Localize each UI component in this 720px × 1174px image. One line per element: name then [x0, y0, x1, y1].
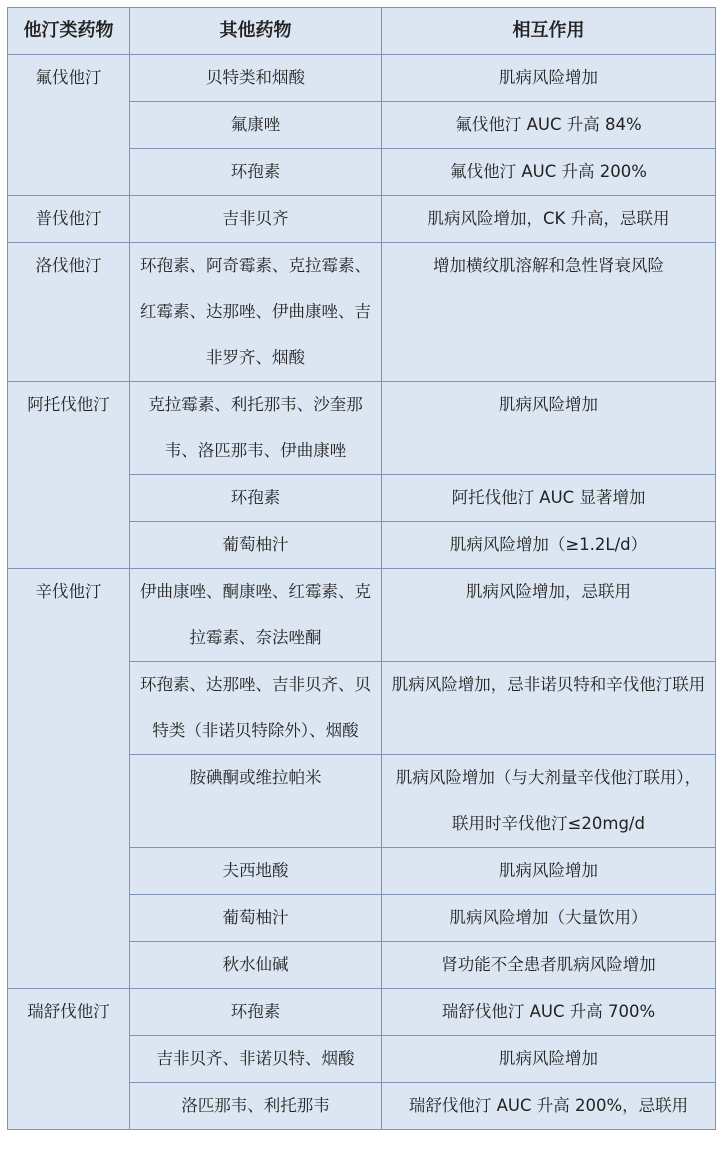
other-drug-cell: 葡萄柚汁	[130, 522, 382, 569]
interaction-cell: 肌病风险增加（与大剂量辛伐他汀联用），联用时辛伐他汀≤20mg/d	[382, 755, 716, 848]
interaction-cell: 瑞舒伐他汀 AUC 升高 700%	[382, 989, 716, 1036]
interaction-table-container	[7, 7, 716, 1130]
other-drug-cell: 环孢素	[130, 149, 382, 196]
other-drug-cell: 环孢素	[130, 989, 382, 1036]
statin-name: 瑞舒伐他汀	[8, 989, 130, 1130]
table-row	[8, 569, 716, 662]
interaction-cell: 阿托伐他汀 AUC 显著增加	[382, 475, 716, 522]
other-drug-cell: 克拉霉素、利托那韦、沙奎那韦、洛匹那韦、伊曲康唑	[130, 382, 382, 475]
other-drug-cell: 秋水仙碱	[130, 942, 382, 989]
statin-name: 普伐他汀	[8, 196, 130, 243]
other-drug-cell: 胺碘酮或维拉帕米	[130, 755, 382, 848]
other-drug-cell: 洛匹那韦、利托那韦	[130, 1083, 382, 1130]
interaction-cell: 肌病风险增加	[382, 848, 716, 895]
other-drug-cell: 葡萄柚汁	[130, 895, 382, 942]
header-row	[8, 8, 716, 55]
table-row	[8, 196, 716, 243]
statin-interaction-table	[7, 7, 716, 1130]
interaction-cell: 氟伐他汀 AUC 升高 200%	[382, 149, 716, 196]
other-drug-cell: 贝特类和烟酸	[130, 55, 382, 102]
other-drug-cell: 环孢素、达那唑、吉非贝齐、贝特类（非诺贝特除外）、烟酸	[130, 662, 382, 755]
interaction-cell: 氟伐他汀 AUC 升高 84%	[382, 102, 716, 149]
interaction-cell: 肌病风险增加，忌非诺贝特和辛伐他汀联用	[382, 662, 716, 755]
other-drug-cell: 氟康唑	[130, 102, 382, 149]
interaction-cell: 肌病风险增加（大量饮用）	[382, 895, 716, 942]
table-row	[8, 382, 716, 475]
table-row	[8, 989, 716, 1036]
header-statin: 他汀类药物	[8, 8, 130, 55]
statin-name: 辛伐他汀	[8, 569, 130, 989]
table-row	[8, 55, 716, 102]
other-drug-cell: 环孢素、阿奇霉素、克拉霉素、红霉素、达那唑、伊曲康唑、吉非罗齐、烟酸	[130, 243, 382, 382]
interaction-cell: 肌病风险增加，CK 升高，忌联用	[382, 196, 716, 243]
statin-name: 洛伐他汀	[8, 243, 130, 382]
interaction-cell: 肌病风险增加	[382, 55, 716, 102]
other-drug-cell: 伊曲康唑、酮康唑、红霉素、克拉霉素、奈法唑酮	[130, 569, 382, 662]
interaction-cell: 肌病风险增加，忌联用	[382, 569, 716, 662]
other-drug-cell: 吉非贝齐、非诺贝特、烟酸	[130, 1036, 382, 1083]
header-other-drug: 其他药物	[130, 8, 382, 55]
statin-name: 氟伐他汀	[8, 55, 130, 196]
interaction-cell: 增加横纹肌溶解和急性肾衰风险	[382, 243, 716, 382]
interaction-cell: 肌病风险增加	[382, 1036, 716, 1083]
interaction-cell: 肾功能不全患者肌病风险增加	[382, 942, 716, 989]
other-drug-cell: 吉非贝齐	[130, 196, 382, 243]
interaction-cell: 瑞舒伐他汀 AUC 升高 200%，忌联用	[382, 1083, 716, 1130]
other-drug-cell: 环孢素	[130, 475, 382, 522]
header-interaction: 相互作用	[382, 8, 716, 55]
other-drug-cell: 夫西地酸	[130, 848, 382, 895]
interaction-cell: 肌病风险增加（≥1.2L/d）	[382, 522, 716, 569]
interaction-cell: 肌病风险增加	[382, 382, 716, 475]
statin-name: 阿托伐他汀	[8, 382, 130, 569]
table-row	[8, 243, 716, 382]
